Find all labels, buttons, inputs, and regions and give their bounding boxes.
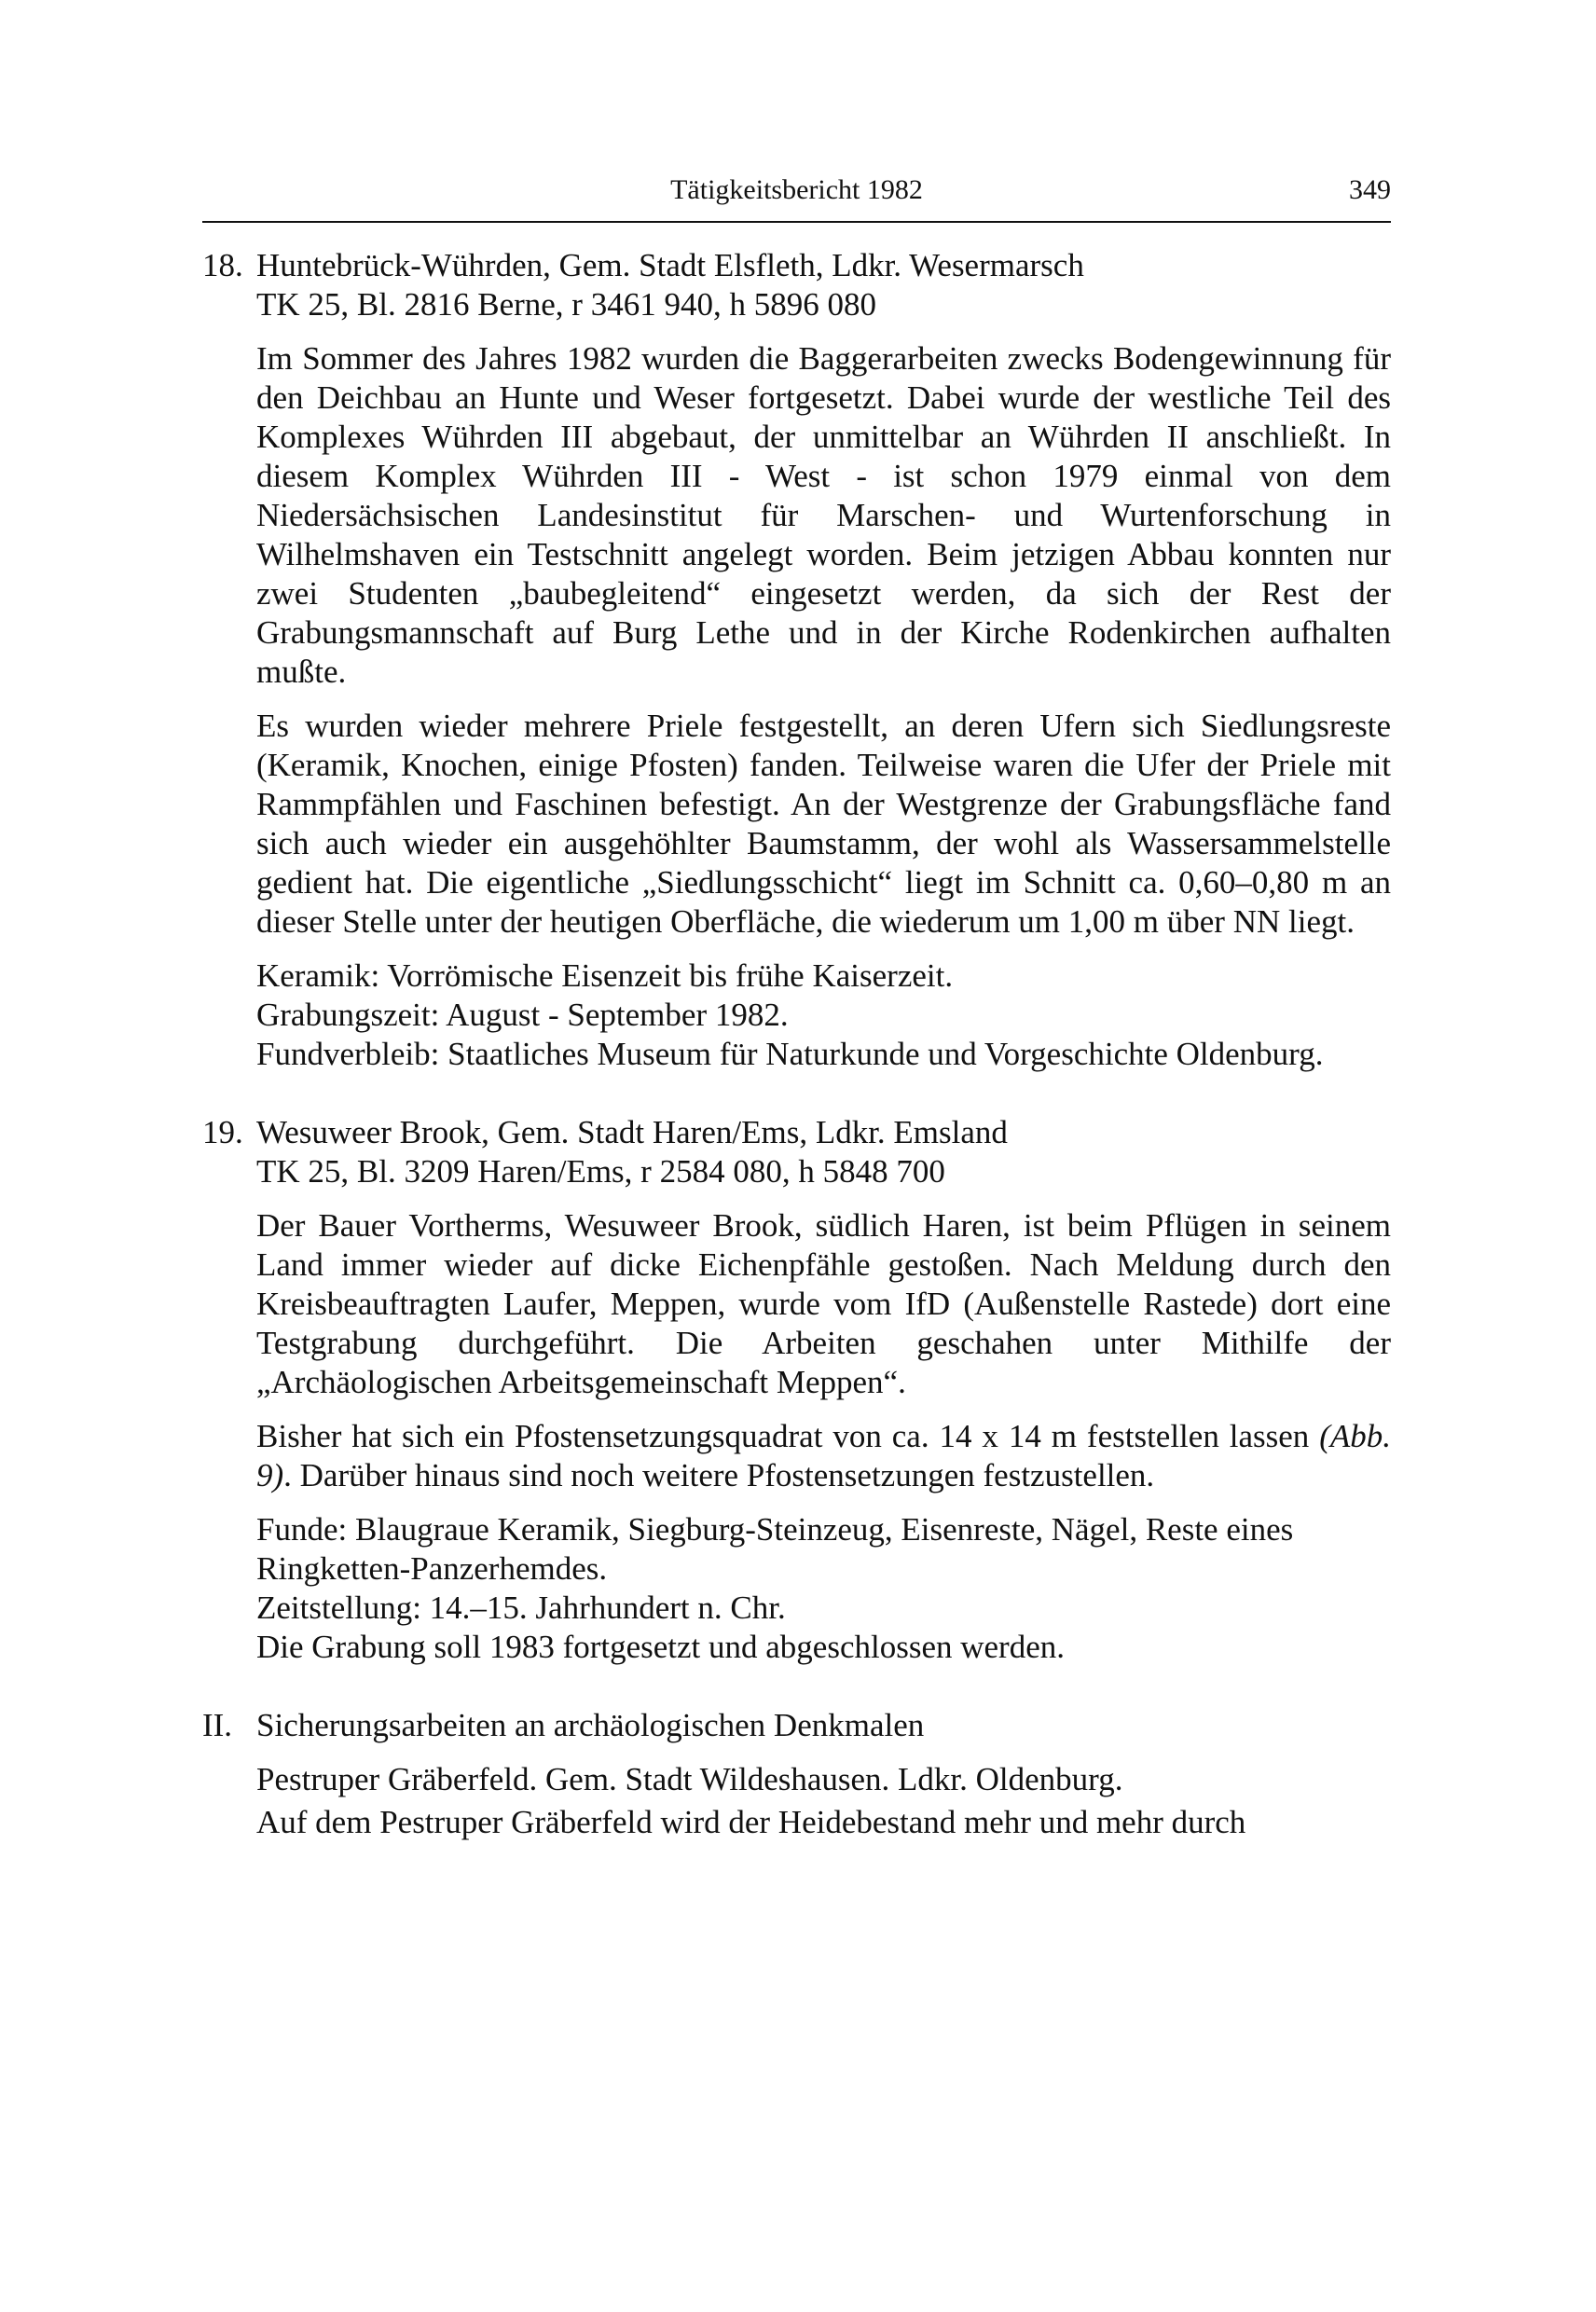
entry-number: 19. bbox=[202, 1114, 243, 1150]
entry-heading: Wesuweer Brook, Gem. Stadt Haren/Ems, Ldkr. Emsland bbox=[256, 1114, 1008, 1150]
detail-line: Die Grabung soll 1983 fortgesetzt und abgeschlossen werden. bbox=[256, 1629, 1066, 1665]
detail-line: Funde: Blaugraue Keramik, Siegburg-Steinzeug, Eisenreste, Nägel, Reste eines Ringketten-Panzerhemdes. bbox=[256, 1511, 1294, 1587]
body-paragraph: Im Sommer des Jahres 1982 wurden die Baggerarbeiten zwecks Bodengewinnung für den Deichbau an Hunte und Weser fortgesetzt. Dabei wurde der westliche Teil des Komplexes Wührden III abgebaut, der unmittelbar an Wührden II anschließt. In diesem Komplex Wührden III - West - ist schon 1979 einmal von dem Niedersächsischen Landesinstitut für Marschen- und Wurtenforschung in Wilhelmshaven ein Testschnitt angelegt worden. Beim jetzigen Abbau konnten nur zwei Studenten „baubegleitend“ eingesetzt werden, da sich der Rest der Grabungsmannschaft auf Burg Lethe und in der Kirche Rodenkirchen aufhalten mußte. bbox=[256, 340, 1391, 690]
paragraph-text: Bisher hat sich ein Pfostensetzungsquadrat von ca. 14 x 14 m feststellen lassen bbox=[256, 1418, 1320, 1454]
entry-heading: Huntebrück-Wührden, Gem. Stadt Elsfleth, Ldkr. Wesermarsch bbox=[256, 247, 1084, 283]
page-header bbox=[202, 168, 1391, 214]
body-paragraph: Es wurden wieder mehrere Priele festgestellt, an deren Ufern sich Siedlungsreste (Keramik, Knochen, einige Pfosten) fanden. Teilweise waren die Ufer der Priele mit Rammpfählen und Faschinen befestigt. An der Westgrenze der Grabungsfläche fand sich auch wieder ein ausgehöhlter Baumstamm, der wohl als Wassersammelstelle gedient hat. Die eigentliche „Siedlungsschicht“ liegt im Schnitt ca. 0,60–0,80 m an dieser Stelle unter der heutigen Oberfläche, die wiederum um 1,00 m über NN liegt. bbox=[256, 708, 1391, 940]
paragraph-text: . Darüber hinaus sind noch weitere Pfostensetzungen festzustellen. bbox=[283, 1457, 1155, 1493]
entry-details bbox=[256, 956, 1391, 1074]
entry-18 bbox=[202, 246, 1391, 1074]
section-number: II. bbox=[202, 1707, 233, 1743]
section-ii bbox=[202, 1706, 1391, 1842]
page-body bbox=[202, 246, 1391, 1842]
detail-line: Keramik: Vorrömische Eisenzeit bis frühe Kaiserzeit. bbox=[256, 957, 954, 994]
section-paragraph: Auf dem Pestruper Gräberfeld wird der Heidebestand mehr und mehr durch bbox=[256, 1804, 1246, 1840]
figure-reference: (Abb. 9) bbox=[256, 1418, 1391, 1493]
map-reference: TK 25, Bl. 3209 Haren/Ems, r 2584 080, h 5848 700 bbox=[256, 1153, 945, 1190]
detail-line: Grabungszeit: August - September 1982. bbox=[256, 997, 789, 1033]
section-title: Sicherungsarbeiten an archäologischen Denkmalen bbox=[256, 1707, 925, 1743]
section-subheading: Pestruper Gräberfeld. Gem. Stadt Wildeshausen. Ldkr. Oldenburg. bbox=[256, 1761, 1123, 1797]
entry-details bbox=[256, 1510, 1391, 1667]
page-number: 349 bbox=[1349, 174, 1391, 205]
entry-number: 18. bbox=[202, 247, 243, 283]
map-reference: TK 25, Bl. 2816 Berne, r 3461 940, h 5896 080 bbox=[256, 286, 876, 323]
detail-line: Zeitstellung: 14.–15. Jahrhundert n. Chr. bbox=[256, 1590, 786, 1626]
entry-19 bbox=[202, 1113, 1391, 1667]
running-title: Tätigkeitsbericht 1982 bbox=[670, 174, 923, 205]
detail-line: Fundverbleib: Staatliches Museum für Naturkunde und Vorgeschichte Oldenburg. bbox=[256, 1036, 1324, 1072]
header-rule bbox=[202, 221, 1391, 223]
body-paragraph: Der Bauer Vortherms, Wesuweer Brook, südlich Haren, ist beim Pflügen in seinem Land immer wieder auf dicke Eichenpfähle gestoßen. Nach Meldung durch den Kreisbeauftragten Laufer, Meppen, wurde vom IfD (Außenstelle Rastede) dort eine Testgrabung durchgeführt. Die Arbeiten geschahen unter Mithilfe der „Archäologischen Arbeitsgemeinschaft Meppen“. bbox=[256, 1207, 1391, 1400]
body-paragraph-with-figure-ref bbox=[256, 1417, 1391, 1495]
